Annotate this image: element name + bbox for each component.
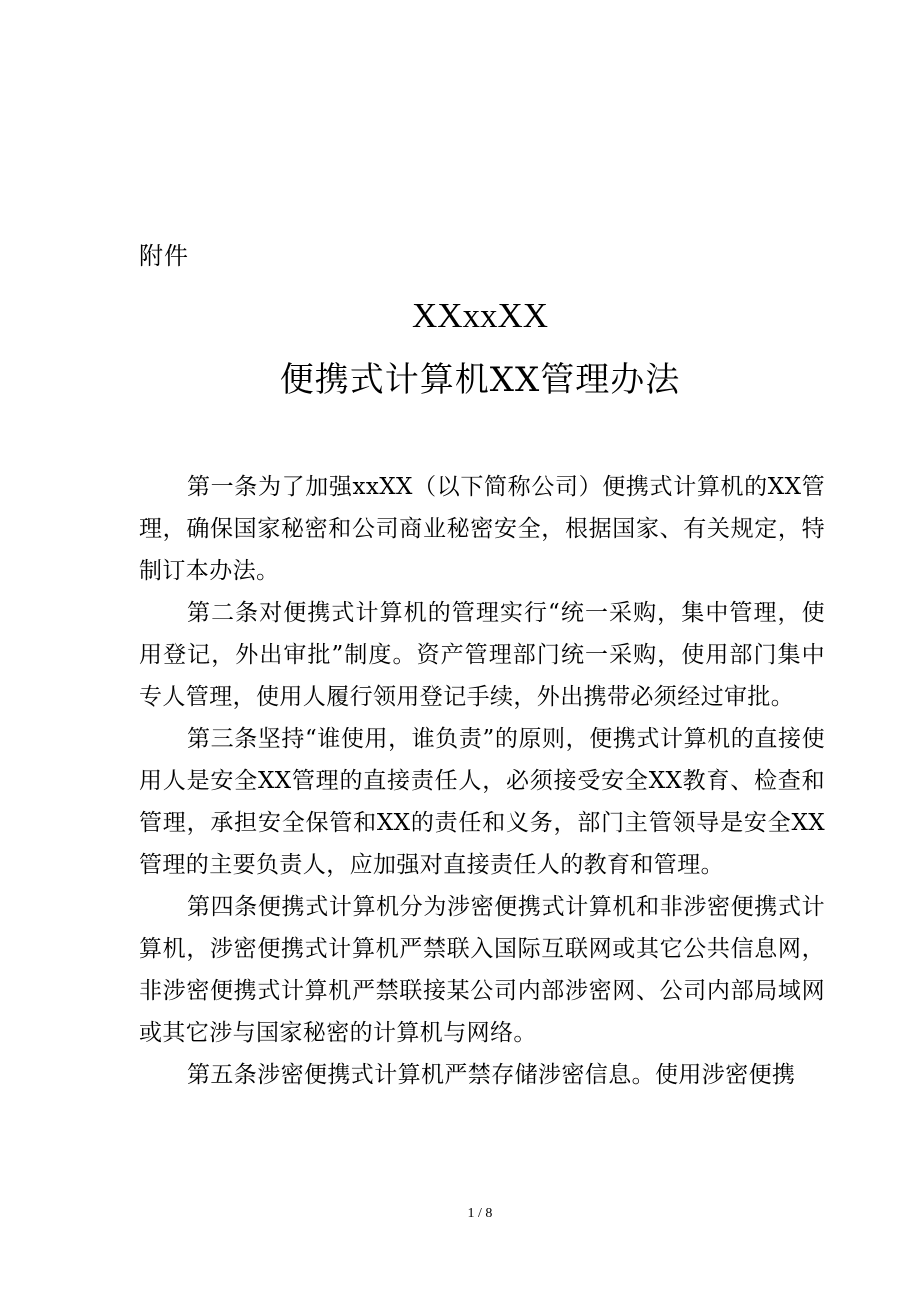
article-1-paragraph: 第一条为了加强xxXX（以下简称公司）便携式计算机的XX管理，确保国家秘密和公司商业秘密安全，根据国家、有关规定，特制订本办法。 (139, 474, 825, 584)
document-body (139, 466, 825, 1096)
page-number: 1 / 8 (467, 1206, 493, 1221)
article-2-paragraph: 第二条对便携式计算机的管理实行“统一采购，集中管理，使用登记，外出审批”制度。资产管理部门统一采购，使用部门集中专人管理，使用人履行领用登记手续，外出携带必须经过审批。 (139, 600, 825, 710)
document-title-line-1: XXxxXX (411, 296, 549, 335)
document-title-line-2: 便携式计算机XX管理办法 (279, 360, 681, 400)
article-5-paragraph: 第五条涉密便携式计算机严禁存储涉密信息。使用涉密便携 (187, 1062, 796, 1088)
attachment-label: 附件 (139, 242, 189, 270)
article-3-paragraph: 第三条坚持“谁使用，谁负责”的原则，便携式计算机的直接使用人是安全XX管理的直接责任人，必须接受安全XX教育、检查和管理，承担安全保管和XX的责任和义务，部门主管领导是安全XX管理的主要负责人，应加强对直接责任人的教育和管理。 (139, 726, 825, 878)
article-4-paragraph: 第四条便携式计算机分为涉密便携式计算机和非涉密便携式计算机，涉密便携式计算机严禁联入国际互联网或其它公共信息网，非涉密便携式计算机严禁联接某公司内部涉密网、公司内部局域网或其它涉与国家秘密的计算机与网络。 (139, 894, 825, 1046)
